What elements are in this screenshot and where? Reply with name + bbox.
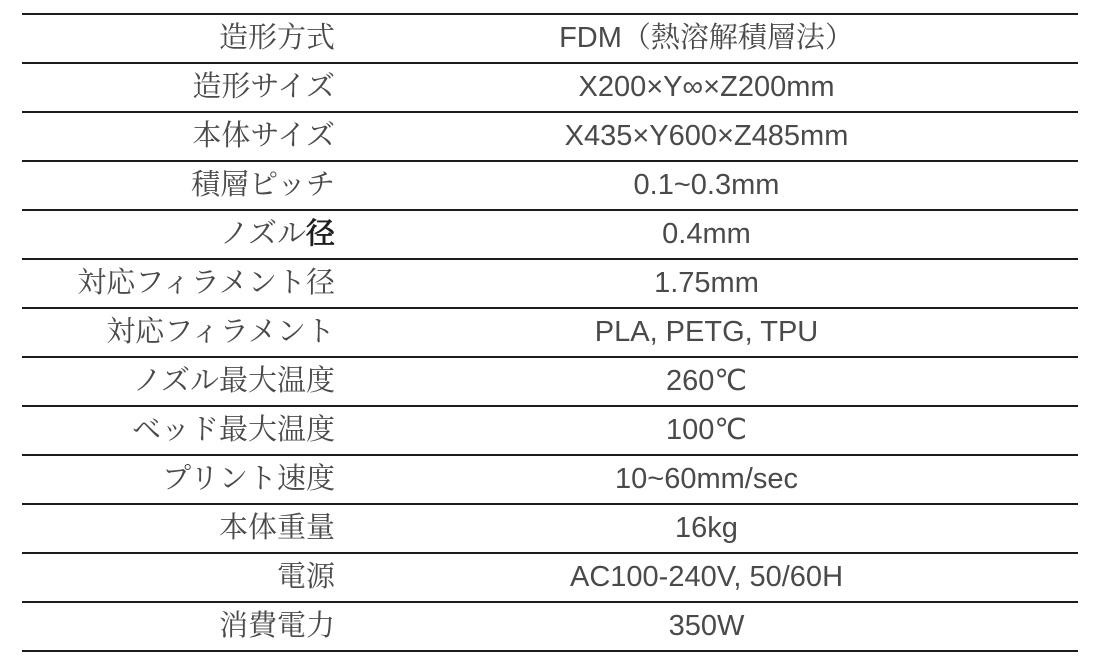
spec-label: ノズル bbox=[220, 218, 306, 250]
spec-value: 350W bbox=[668, 610, 745, 642]
spec-value-cell bbox=[335, 367, 1078, 396]
spec-value-cell bbox=[335, 24, 1078, 53]
spec-value-cell bbox=[335, 122, 1078, 151]
spec-row bbox=[22, 64, 1078, 113]
printer-spec-table bbox=[22, 13, 1078, 652]
spec-value-cell bbox=[335, 465, 1078, 494]
spec-value-cell bbox=[335, 220, 1078, 249]
spec-value-cell bbox=[335, 416, 1078, 445]
spec-label-cell bbox=[22, 514, 335, 543]
spec-value-cell bbox=[335, 563, 1078, 592]
spec-label: 消費電力 bbox=[218, 610, 335, 642]
spec-value-cell bbox=[335, 514, 1078, 543]
spec-value: X435×Y600×Z485mm bbox=[564, 120, 849, 152]
spec-value-cell bbox=[335, 73, 1078, 102]
spec-label: プリント速度 bbox=[162, 463, 335, 495]
spec-value: X200×Y∞×Z200mm bbox=[578, 71, 835, 103]
spec-label-cell bbox=[22, 24, 335, 53]
spec-label-cell bbox=[22, 318, 335, 347]
spec-label: ベッド最大温度 bbox=[131, 414, 335, 446]
spec-row bbox=[22, 358, 1078, 407]
spec-value: 260℃ bbox=[666, 365, 747, 397]
spec-row bbox=[22, 211, 1078, 260]
spec-row bbox=[22, 554, 1078, 603]
spec-value-cell bbox=[335, 318, 1078, 347]
spec-value: PLA, PETG, TPU bbox=[594, 316, 819, 348]
spec-value: 1.75mm bbox=[654, 267, 759, 299]
spec-row bbox=[22, 309, 1078, 358]
spec-label: 本体サイズ bbox=[192, 120, 335, 152]
spec-value: 10~60mm/sec bbox=[615, 463, 798, 495]
spec-value: FDM（熱溶解積層法） bbox=[559, 22, 854, 54]
spec-row bbox=[22, 260, 1078, 309]
spec-label-bold: 径 bbox=[305, 218, 335, 250]
spec-row bbox=[22, 505, 1078, 554]
spec-label-cell bbox=[22, 122, 335, 151]
spec-label: 造形方式 bbox=[218, 22, 335, 54]
spec-label: 造形サイズ bbox=[192, 71, 335, 103]
spec-label-cell bbox=[22, 171, 335, 200]
spec-value: 0.4mm bbox=[662, 218, 751, 250]
spec-value: AC100-240V, 50/60H bbox=[569, 561, 844, 593]
spec-row bbox=[22, 15, 1078, 64]
spec-label: 積層ピッチ bbox=[191, 169, 335, 201]
spec-label: 対応フィラメント bbox=[106, 316, 335, 348]
spec-row bbox=[22, 603, 1078, 652]
spec-label-cell bbox=[22, 367, 335, 396]
spec-label-cell bbox=[22, 269, 335, 298]
spec-value-cell bbox=[335, 171, 1078, 200]
spec-label-cell bbox=[22, 465, 335, 494]
spec-value-cell bbox=[335, 269, 1078, 298]
spec-label-cell bbox=[22, 563, 335, 592]
spec-value: 100℃ bbox=[666, 414, 747, 446]
spec-label: 対応フィラメント径 bbox=[77, 267, 335, 299]
spec-value: 16kg bbox=[675, 512, 738, 544]
spec-label: 電源 bbox=[276, 561, 335, 593]
spec-row bbox=[22, 456, 1078, 505]
spec-label-cell bbox=[22, 612, 335, 641]
spec-label-cell bbox=[22, 416, 335, 445]
spec-row bbox=[22, 162, 1078, 211]
spec-label: 本体重量 bbox=[218, 512, 335, 544]
spec-row bbox=[22, 113, 1078, 162]
spec-row bbox=[22, 407, 1078, 456]
spec-label: ノズル最大温度 bbox=[133, 365, 335, 397]
spec-label-cell bbox=[22, 73, 335, 102]
spec-label-cell bbox=[22, 220, 335, 249]
spec-value: 0.1~0.3mm bbox=[633, 169, 780, 201]
spec-value-cell bbox=[335, 612, 1078, 641]
